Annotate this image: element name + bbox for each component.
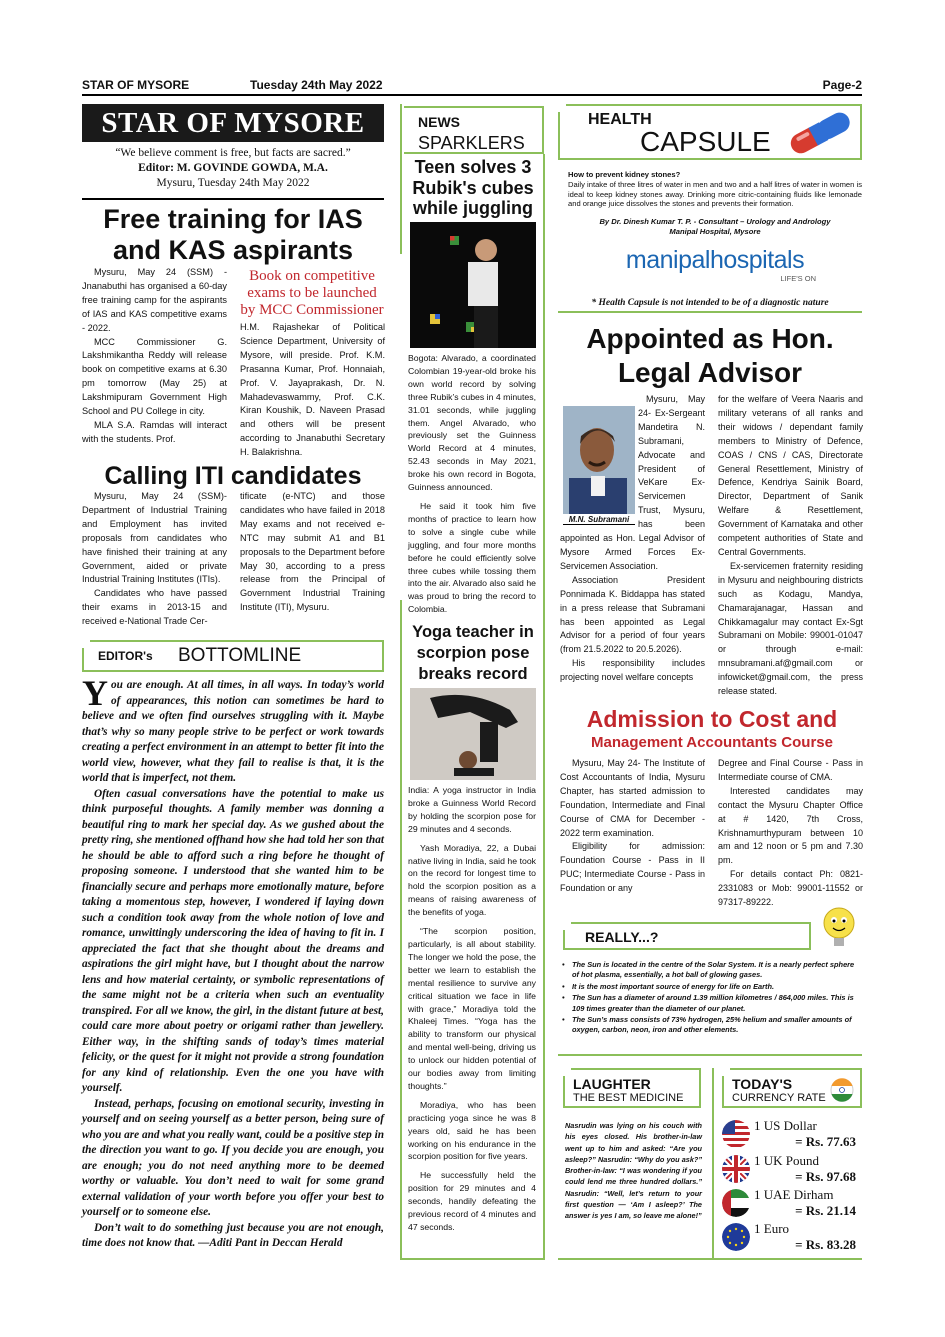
yoga-photo — [410, 688, 536, 780]
yoga-illustration — [410, 688, 536, 780]
cma-para: Degree and Final Course - Pass in Intermediate course of CMA. — [718, 758, 863, 782]
uk-flag-icon — [722, 1155, 750, 1183]
header-date: Tuesday 24th May 2022 — [250, 78, 383, 92]
yoga-para: “The scorpion position, particularly, is all about stability. The longer we hold the pose, the better we learn to establish the mental resilience to survive any critical situation we face in life with grace,” Moradiya told the Khaleej Times. “Yoga has the ability to transform our physical and mental well-being, driving us to unlock our hidden potential of our bodies away from limiting thoughts.” — [408, 926, 536, 1091]
health-label-2: CAPSULE — [640, 126, 771, 157]
legal-para: His responsibility includes projecting novel welfare concepts — [560, 658, 705, 683]
legal-para: for the welfare of Veera Naaris and military veterans of all ranks and their widows / dependant family members to Ministry of Defence, COAS / CNS / CAS, Directorate General Resettlement, Ministry of Defence, Kendriya Sainik Board, Director, Department of Sanik Welfare & Resettlement, Government of Karnataka and other competent authorities of State and Central Governments. — [718, 394, 863, 557]
rate-name: 1 US Dollar — [754, 1118, 817, 1133]
iti-headline: Calling ITI candidates — [104, 462, 362, 490]
laughter-label-1: LAUGHTER — [573, 1076, 651, 1092]
cma-headline: Admission to Cost and — [586, 706, 838, 732]
laughter-joke: Nasrudin was lying on his couch with his eyes closed. His brother-in-law went up to him and asked: “Are you asleep?” Nasrudin: “Why do you ask?” Brother-in-law: “I was wondering if you could lend me three hundred dollars.” Nasrudin: “Well, let’s return to your first question — ‘Am I asleep?’ The answer is yes I am, so leave me alone!” — [565, 1121, 702, 1221]
yoga-body — [408, 784, 536, 1234]
health-question: How to prevent kidney stones? — [568, 170, 681, 179]
really-item-text: The Sun is located in the centre of the Solar System. It is a nearly perfect sphere of hot plasma, essentially, a hot ball of glowing gases. — [572, 960, 855, 980]
rate-row-gbp — [722, 1153, 862, 1187]
yoga-para: Moradiya, who has been practicing yoga since he was 8 years old, said he has been working on his endurance in the scorpion position for five years. — [408, 1099, 536, 1162]
editor-column — [82, 673, 384, 1252]
really-list — [562, 960, 862, 1036]
laughter-label-2: THE BEST MEDICINE — [573, 1092, 684, 1104]
photo-float-space — [560, 393, 638, 525]
drop-cap: Y — [82, 673, 108, 713]
rubik-para: He said it took him five months of practice to learn how to solve a single cube while juggling, and four more months before he could efficiently solve three cubes while tossing them into the air. Alvarado also said he was proud to bring the record to Colombia. — [408, 500, 536, 615]
header-paper-name: STAR OF MYSORE — [82, 78, 190, 92]
legal-para: Ex-servicemen fraternity residing in Mysuru and neighbouring districts such as Kodagu, Mandya, Chamarajanagar, Hassan and Chikkamagalur may contact Ex-Sgt Subramani on Mobile: 99001-01047 or through e-mail: mnsubramani.af@gmail.com or infowicket@gmail.com, the press release stated. — [718, 560, 863, 697]
cma-para: For details contact Ph: 0821-2331083 or Mob: 99001-11552 or 97317-89222. — [718, 869, 863, 908]
ias-para: Mysuru, May 24 (SSM) - Jnanabuthi has organised a 60-day free training camp for the aspirants of IAS and KAS competitive exams - 2022. — [82, 267, 227, 333]
news-border-bottom — [400, 1258, 545, 1260]
rate-value: = Rs. 77.63 — [795, 1134, 856, 1149]
page-header — [82, 76, 862, 94]
cma-col2 — [718, 757, 863, 910]
health-note: * Health Capsule is not intended to be of a diagnostic nature — [591, 298, 829, 308]
legal-para — [560, 393, 705, 574]
rubik-headline: Teen solves 3 Rubik's cubes while juggling — [412, 157, 534, 218]
editor-label-2: BOTTOMLINE — [178, 645, 302, 666]
health-byline: By Dr. Dinesh Kumar T. P. - Consultant – Urology and Andrology — [599, 217, 831, 227]
photo-caption: M.N. Subramani — [563, 515, 635, 525]
masthead-motto: “We believe comment is free, but facts are sacred.” — [115, 147, 351, 159]
really-item-text: It is the most important source of energy for life on Earth. — [572, 981, 775, 991]
manipal-logo-tagline: LIFE'S ON — [780, 274, 816, 283]
cma-para: Mysuru, May 24- The Institute of Cost Accountants of India, Mysuru Chapter, has started admission to Foundation, Intermediate and Final Course of CMA for December - 2022 term examination. — [560, 758, 705, 838]
iti-para: Candidates who have passed their exams in 2013-15 and received e-National Trade Cer- — [82, 588, 227, 627]
india-flag-icon — [830, 1078, 854, 1102]
really-rule — [558, 1054, 862, 1056]
health-label-box — [558, 104, 862, 160]
legal-lead-text: Mysuru, May 24- Ex-Sergeant Mandetira N. Subramani, Advocate and President of VeKare Ex-Servicemen Trust, Mysuru, has been appointed as Hon. Legal Advisor of Mysore Armed Forces Ex-Servicemen Association. — [560, 394, 705, 571]
really-item: • It is the most important source of energy for life on Earth. — [562, 981, 775, 991]
label-corner — [718, 1064, 730, 1076]
health-content — [568, 170, 862, 237]
ias-col1 — [82, 266, 227, 447]
us-flag-icon — [722, 1120, 750, 1148]
iti-para: Mysuru, May 24 (SSM)- Department of Industrial Training and Employment has invited proposals from candidates who have finished their training at any Government, aided or private Industrial Training Institutes (ITIs). — [82, 491, 227, 585]
health-label-1: HEALTH — [588, 111, 652, 128]
masthead-editor: Editor: M. GOVINDE GOWDA, M.A. — [138, 162, 328, 174]
editor-para: ou are enough. At all times, in all ways. In today’s world of appearances, this notion can sometimes be hard to believe and we often find ourselves struggling with it. Maybe that’s why so many people strive to be perfect or work towards creating a perfect environment in an attempt to better fit into the world view, however, what they fail to realise is that, it is the world that is imperfect, not them. — [82, 679, 384, 784]
health-byline-2: Manipal Hospital, Mysore — [669, 226, 761, 236]
rate-row-aed — [722, 1187, 862, 1221]
rate-name: 1 Euro — [754, 1221, 790, 1236]
header-rule — [82, 94, 862, 96]
manipal-logo — [610, 246, 820, 283]
iti-col1 — [82, 490, 227, 629]
cma-col1 — [560, 757, 705, 896]
pill-capsule-icon — [782, 108, 860, 156]
ias-para: MLA S.A. Ramdas will interact with the students. Prof. — [82, 419, 227, 444]
cma-para: Interested candidates may contact the Mysuru Chapter Office at # 1420, 7th Cross, Krishnamurthypuram between 10 am and 12 noon or 5 pm and 7.30 pm. — [718, 785, 863, 866]
rubik-para: Bogota: Alvarado, a coordinated Colombian 19-year-old broke his own world record by solving three Rubik’s cubes in 4 minutes, 31.01 seconds, while juggling them. Angel Alvarado, who previously set the Guinness World Record at 4 minutes, 52.43 seconds in May 2021, broke his own record in Bogota, Guinness announced. — [408, 353, 536, 493]
uae-flag-icon — [722, 1189, 750, 1217]
editor-label-1: EDITOR's — [98, 649, 153, 663]
ias-headline: Free training for IAS and KAS aspirants — [103, 204, 363, 265]
laughter-label-box — [563, 1068, 701, 1108]
bottom-rule — [558, 1258, 862, 1260]
really-item: • The Sun has a diameter of around 1.39 million kilometres / 864,000 miles. This is 109 times greater than the diameter of our planet. — [562, 993, 854, 1013]
rate-name: 1 UAE Dirham — [754, 1187, 834, 1202]
rate-value: = Rs. 83.28 — [795, 1237, 856, 1252]
news-label-box — [404, 106, 544, 154]
rates-label-2: CURRENCY RATE — [732, 1092, 826, 1104]
lightbulb-icon — [815, 903, 863, 951]
ias-para: H.M. Rajashekar of Political Science Department, University of Mysore, will preside. Prof. K.M. Prasanna Kumar, Prof. Honnaiah, Prof. V. Jayaprakash, Dr. N. Mahadevaswammy, Prof. C.K. Kiran Koushik, D. Naveen Prasad and others will be present according to Jnanabuthi Secretary H. Balakrishna. — [240, 322, 385, 458]
really-label-box — [563, 922, 811, 950]
label-corner — [559, 1064, 571, 1076]
really-label: REALLY...? — [585, 929, 659, 945]
editor-para: Often casual conversations have the potential to make us think purposeful thoughts. A family member was donning a beautiful ring to mark her special day. As we gushed about the pretty ring, she mentioned offhand how she had told her son that he should be able to afford such a ring before he thought of proposing someone. I understood that she wanted him to be financially secure and perhaps more emotionally mature, before taking a momentous step, however, I wondered if laying down such a condition took away from the whole notion of love and romance, unwittingly underscoring the idea of having to fit in. I appreciated the fact that she thought about the dreams and aspirations the girl might have, but I thought about the narrow lens and how material certainty, or symbolic representations of the same might not be a criteria when such an eventuality transpired. For all we know, the girl, in the distant future at best, could care more about poetry or origami rather than jewellery. Either way, in the shifting sands of today’s times material felicity, or the quest for it might not provide a strong foundation for any kind of relationship. Even the one you have with yourself. — [82, 787, 384, 1094]
legal-para: Association President Ponnimada K. Biddappa has stated in a press release that Subramani has been appointed as Legal Advisor for a period of four years (from 21.5.2022 to 20.5.2026). — [560, 574, 705, 655]
news-border-left-lower — [400, 600, 402, 1260]
iti-col2 — [240, 490, 385, 615]
ias-subhead: Book on competitive exams to be launched by MCC Commissioner — [240, 268, 384, 318]
news-label-2: SPARKLERS — [418, 133, 525, 153]
ias-col2 — [240, 321, 385, 460]
editor-label-box — [82, 640, 384, 672]
really-item-text: The Sun has a diameter of around 1.39 million kilometres / 864,000 miles. This is 109 times greater than the diameter of our planet. — [572, 993, 854, 1013]
masthead-rule — [82, 198, 384, 200]
really-item: • The Sun’s mass consists of 73% hydrogen, 25% helium and smaller amounts of oxygen, carbon, neon, iron and other elements. — [562, 1015, 852, 1035]
cma-para: Eligibility for admission: Foundation Course - Pass in II PUC; Intermediate Course - Pass in Foundation or any — [560, 841, 705, 894]
rubik-body — [408, 352, 536, 616]
health-rule — [558, 311, 862, 313]
editor-para: Instead, perhaps, focusing on emotional security, investing in yourself and on seeing yourself as a better person, being sure of who you are and what you really want, could be a positive step in the direction you want to go. If you decide you are enough, you are enough; you do not need anything more to be deemed worthy or valuable. You don’t need to wait for some grand external validation of your worth before you offer your best to yourself or to someone else. — [82, 1097, 384, 1218]
header-page-number: Page-2 — [822, 78, 862, 92]
yoga-para: Yash Moradiya, 22, a Dubai native living in India, said he took on the record for longest time to hold the scorpion position as a means of raising awareness of the benefits of yoga. — [408, 842, 536, 918]
juggler-illustration — [410, 222, 536, 348]
really-item-text: The Sun’s mass consists of 73% hydrogen, 25% helium and smaller amounts of oxygen, carbon, neon, iron and other elements. — [572, 1015, 852, 1035]
rate-value: = Rs. 97.68 — [795, 1169, 856, 1184]
rate-row-eur — [722, 1221, 862, 1255]
yoga-headline: Yoga teacher in scorpion pose breaks record — [412, 623, 534, 683]
rates-label-1: TODAY'S — [732, 1076, 793, 1092]
rate-value: = Rs. 21.14 — [795, 1203, 856, 1218]
news-label-1: NEWS — [418, 114, 460, 130]
laughter-divider — [712, 1068, 714, 1260]
legal-col2 — [718, 393, 863, 699]
yoga-para: India: A yoga instructor in India broke a Guinness World Record by holding the scorpion pose for 29 minutes and 4 seconds. — [408, 785, 536, 834]
label-corner — [554, 100, 566, 112]
editor-para: Don’t wait to do something just because you are not enough, time does not know that. —Aditi Pant in Deccan Herald — [82, 1221, 384, 1249]
masthead-logo: STAR OF MYSORE — [82, 104, 384, 142]
rates-label-box — [722, 1068, 862, 1108]
masthead-info — [82, 146, 384, 191]
news-border-right — [543, 154, 545, 1260]
ias-para: MCC Commissioner G. Lakshmikantha Reddy will release book on competitive exams at 6.30 pm tomorrow (May 25) at Lakshmipuram Government High School and PU College in city. — [82, 336, 227, 417]
label-corner — [78, 636, 90, 648]
masthead-dateline: Mysuru, Tuesday 24th May 2022 — [156, 177, 310, 189]
manipal-logo-text: manipalhospitals — [625, 246, 805, 274]
eu-flag-icon — [722, 1223, 750, 1251]
rubik-photo — [410, 222, 536, 348]
health-text: Daily intake of three litres of water in men and two and a half litres of water in women is ideal to keep kidney stones away. Drinking more citric-containing fluids like lemonade and orange juice dissolves the stones and prevents their formation. — [568, 179, 862, 209]
really-item: • The Sun is located in the centre of the Solar System. It is a nearly perfect sphere of hot plasma, essentially, a hot ball of glowing gases. — [562, 960, 855, 980]
iti-para: tificate (e-NTC) and those candidates who have failed in 2018 May exams and not received e-NTC may submit A1 and B1 proposals to the Department before May 30, according to a press release from the Principal of Government Industrial Training Institute (ITI), Mysuru. — [240, 491, 385, 613]
rate-name: 1 UK Pound — [754, 1153, 820, 1168]
yoga-para: He successfully held the position for 29 minutes and 4 seconds, handily defeating the previous record of 4 minutes and 47 seconds. — [408, 1170, 536, 1232]
legal-headline: Appointed as Hon. Legal Advisor — [586, 323, 834, 388]
label-corner — [559, 918, 571, 930]
rate-row-usd — [722, 1118, 862, 1152]
cma-subhead: Management Accountants Course — [591, 734, 833, 751]
news-border-left — [400, 104, 402, 254]
legal-col1 — [560, 393, 705, 685]
